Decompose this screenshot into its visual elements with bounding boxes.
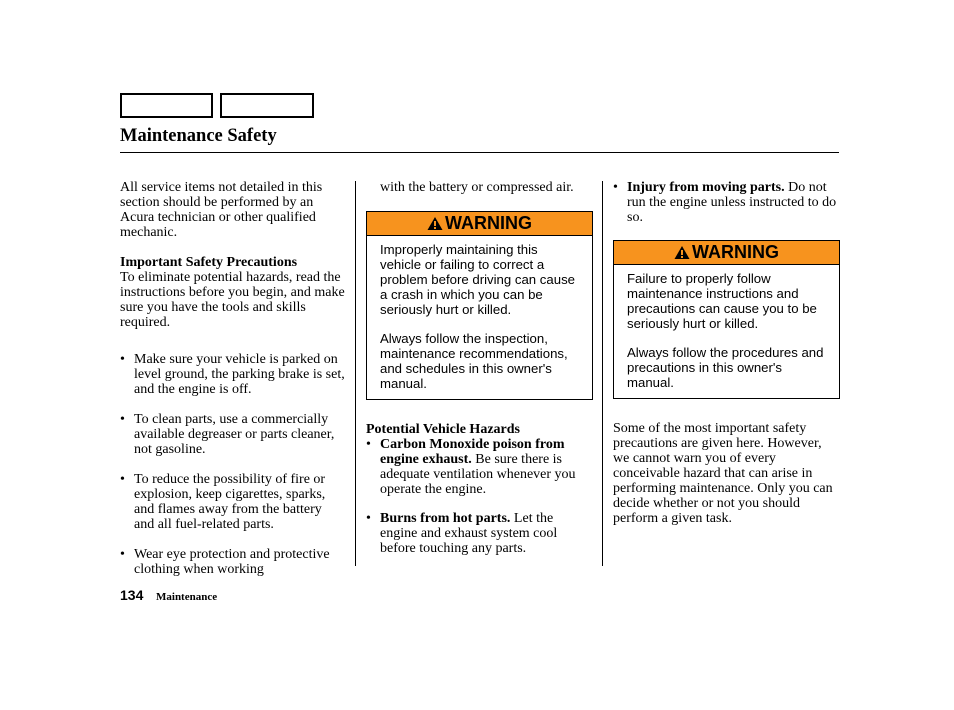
nav-button-previous[interactable] bbox=[120, 93, 213, 118]
title-divider bbox=[120, 152, 839, 153]
bullet-icon: • bbox=[366, 437, 371, 452]
list-item: • Wear eye protection and protective clothing when working bbox=[120, 547, 330, 577]
column-2 bbox=[366, 180, 593, 556]
warning-triangle-icon bbox=[674, 245, 690, 260]
section-name: Maintenance bbox=[156, 591, 218, 603]
precautions-heading: Important Safety Precautions bbox=[120, 255, 298, 270]
bullet-icon: • bbox=[120, 547, 125, 562]
bullet-icon: • bbox=[120, 352, 125, 367]
column-divider-1 bbox=[355, 181, 356, 566]
warning-text: Improperly maintaining this vehicle or failing to correct a problem before driving can cause a crash in which you can be seriously hurt or killed. bbox=[380, 242, 575, 317]
bullet-icon: • bbox=[366, 511, 371, 526]
warning-body bbox=[367, 236, 592, 399]
list-item: • To reduce the possibility of fire or explosion, keep cigarettes, sparks, and flames away from the battery and all fuel-related parts. bbox=[120, 472, 326, 532]
continuation-text: with the battery or compressed air. bbox=[380, 180, 574, 195]
warning-text: Always follow the inspection, maintenance recommendations, and schedules in this owner's manual. bbox=[380, 331, 568, 391]
warning-label: WARNING bbox=[445, 213, 532, 233]
list-item: • Make sure your vehicle is parked on level ground, the parking brake is set, and the engine is off. bbox=[120, 352, 345, 397]
page-title: Maintenance Safety bbox=[120, 126, 277, 146]
page-number: 134 bbox=[120, 587, 144, 603]
bullet-icon: • bbox=[120, 472, 125, 487]
hazards-heading: Potential Vehicle Hazards bbox=[366, 422, 520, 437]
list-item: • To clean parts, use a commercially available degreaser or parts cleaner, not gasoline. bbox=[120, 412, 335, 457]
warning-label: WARNING bbox=[692, 242, 779, 262]
column-3 bbox=[613, 180, 840, 526]
warning-box-2 bbox=[613, 240, 840, 399]
bullet-icon: • bbox=[120, 412, 125, 427]
column-divider-2 bbox=[602, 181, 603, 566]
warning-text: Failure to properly follow maintenance instructions and precautions can cause you to be seriously hurt or killed. bbox=[627, 271, 817, 331]
warning-text: Always follow the procedures and precautions in this owner's manual. bbox=[627, 345, 824, 390]
precautions-paragraph: To eliminate potential hazards, read the instructions before you begin, and make sure you have the tools and skills required. bbox=[120, 270, 345, 330]
warning-header bbox=[614, 241, 839, 265]
warning-box-1 bbox=[366, 211, 593, 400]
nav-button-next[interactable] bbox=[220, 93, 314, 118]
closing-paragraph: Some of the most important safety precautions are given here. However, we cannot warn you of every conceivable hazard that can arise in performing maintenance. Only you can decide whether or not you should perform a given task. bbox=[613, 421, 833, 526]
bullet-icon: • bbox=[613, 180, 618, 195]
warning-body bbox=[614, 265, 839, 398]
list-item: • Burns from hot parts. Let the engine and exhaust system cool before touching any parts. bbox=[366, 511, 558, 556]
warning-triangle-icon bbox=[427, 216, 443, 231]
list-item: • Injury from moving parts. Do not run the engine unless instructed to do so. bbox=[613, 180, 837, 225]
list-item: • Carbon Monoxide poison from engine exhaust. Be sure there is adequate ventilation whenever you operate the engine. bbox=[366, 437, 576, 497]
column-1 bbox=[120, 180, 345, 577]
warning-header bbox=[367, 212, 592, 236]
intro-paragraph: All service items not detailed in this section should be performed by an Acura technician or other qualified mechanic. bbox=[120, 180, 323, 240]
